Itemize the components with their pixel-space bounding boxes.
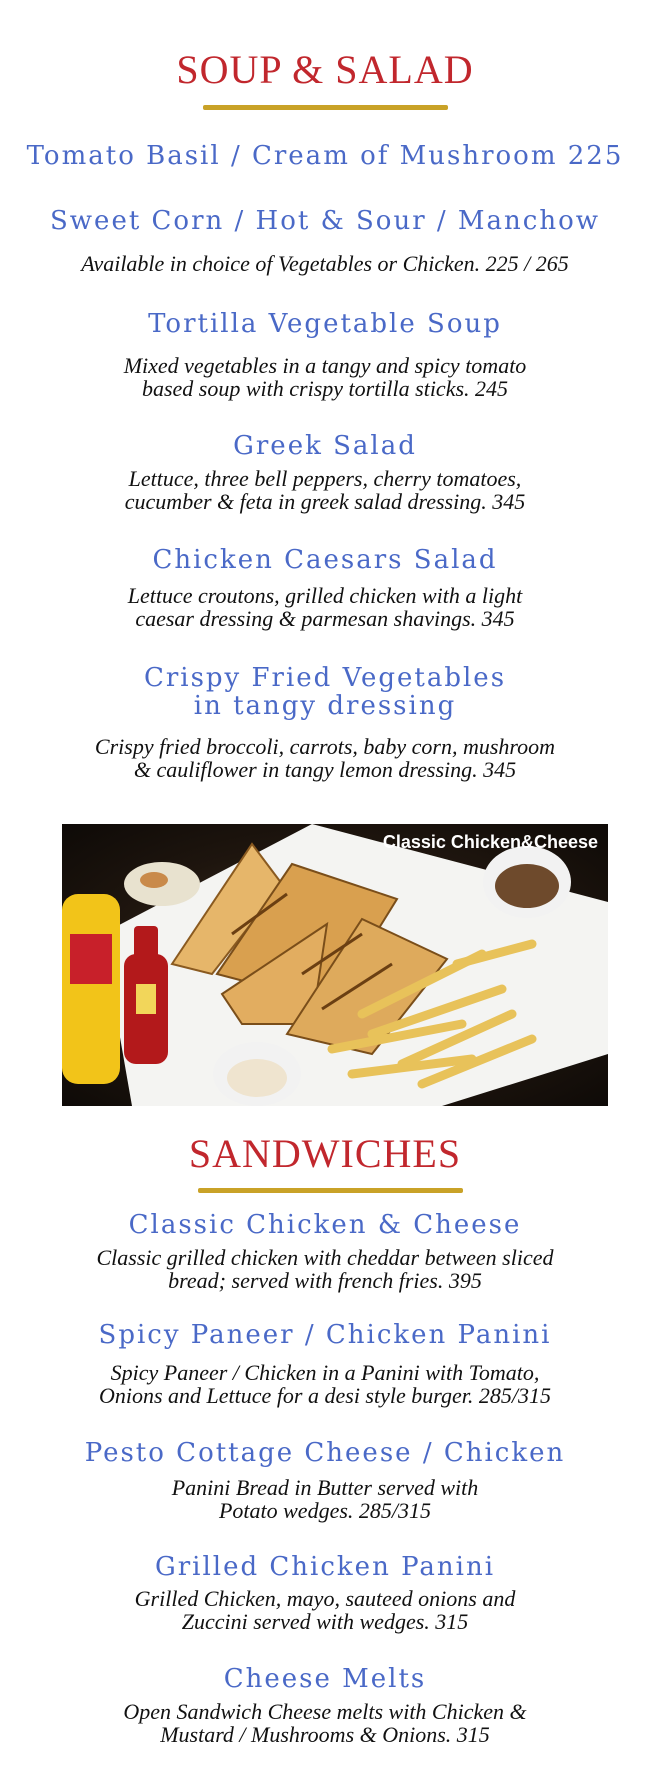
sandwich-illustration [62, 824, 608, 1106]
menu-item-description: Mixed vegetables in a tangy and spicy tomato [123, 353, 527, 378]
menu-item-description: Spicy Paneer / Chicken in a Panini with Tomato, [110, 1360, 540, 1385]
menu-item-name: Chicken Caesars Salad [152, 545, 498, 575]
title-underline [198, 1188, 463, 1193]
menu-item-description: & cauliflower in tangy lemon dressing. 345 [133, 757, 517, 782]
menu-item-name: Tomato Basil / Cream of Mushroom 225 [26, 141, 624, 171]
menu-item-name: Classic Chicken & Cheese [128, 1210, 522, 1240]
menu-item-description: based soup with crispy tortilla sticks. 245 [141, 376, 509, 401]
menu-item-description: Lettuce, three bell peppers, cherry tomatoes, [128, 466, 522, 491]
menu-item-description: bread; served with french fries. 395 [168, 1268, 482, 1293]
menu-item-description: Crispy fried broccoli, carrots, baby corn, mushroom [94, 734, 556, 759]
menu-item-name: Tortilla Vegetable Soup [148, 309, 502, 339]
menu-item-description: Lettuce croutons, grilled chicken with a light [127, 583, 523, 608]
mustard-bottle [62, 894, 120, 1084]
coleslaw [124, 862, 200, 906]
menu-item-name: in tangy dressing [193, 691, 457, 721]
dip-bowl [483, 846, 571, 918]
menu-item-description: Potato wedges. 285/315 [218, 1498, 432, 1523]
photo-caption: Classic Chicken&Cheese [382, 832, 598, 852]
section-title-sandwiches: SANDWICHES [188, 1131, 462, 1176]
mayo-bowl [213, 1042, 301, 1106]
food-photo [62, 824, 608, 1106]
menu-item-name: Greek Salad [233, 431, 417, 461]
menu-item-name: Spicy Paneer / Chicken Panini [98, 1320, 552, 1350]
menu-item-description: Panini Bread in Butter served with [171, 1475, 479, 1500]
menu-item-name: Grilled Chicken Panini [154, 1552, 496, 1582]
menu-item-description: Grilled Chicken, mayo, sauteed onions and [134, 1586, 516, 1611]
menu-item-description: Open Sandwich Cheese melts with Chicken & [123, 1699, 527, 1724]
menu-item-name: Cheese Melts [223, 1664, 427, 1694]
menu-item-name: Pesto Cottage Cheese / Chicken [84, 1438, 566, 1468]
title-underline [203, 105, 448, 110]
menu-item-description: Zuccini served with wedges. 315 [181, 1609, 469, 1634]
menu-item-name: Crispy Fried Vegetables [143, 663, 507, 693]
menu-item-description: cucumber & feta in greek salad dressing. 345 [124, 489, 526, 514]
menu-item-description: Onions and Lettuce for a desi style burger. 285/315 [99, 1383, 551, 1408]
menu-item-name: Sweet Corn / Hot & Sour / Manchow [49, 206, 601, 236]
menu-item-description: caesar dressing & parmesan shavings. 345 [135, 606, 515, 631]
section-title-soup-salad: SOUP & SALAD [176, 47, 474, 92]
menu-item-description: Mustard / Mushrooms & Onions. 315 [160, 1722, 490, 1747]
menu-item-description: Available in choice of Vegetables or Chicken. 225 / 265 [81, 251, 569, 276]
menu-item-description: Classic grilled chicken with cheddar between sliced [96, 1245, 554, 1270]
